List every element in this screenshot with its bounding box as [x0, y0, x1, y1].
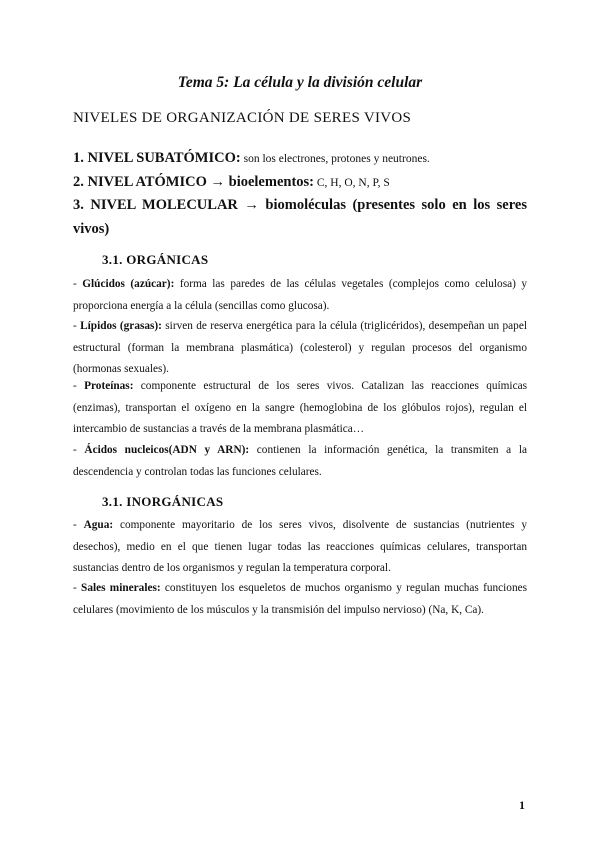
level-text: C, H, O, N, P, S	[314, 177, 390, 189]
subheading-inorganicas: 3.1. INORGÁNICAS	[102, 494, 224, 509]
item-label: Proteínas:	[84, 380, 134, 392]
item-text: componente mayoritario de los seres vivos, disolvente de sustancias (nutrientes y desechos), medio en el que tienen lugar todas las reacciones químicas celulares, transportan sustancias dentro de los organismos y regulan la temperatura corporal.	[73, 519, 527, 574]
item-text: forma las paredes de las células vegetales (complejos como celulosa) y proporciona energía a la célula (sencillas como glucosa).	[73, 278, 527, 312]
level-label: 1. NIVEL SUBATÓMICO:	[73, 150, 241, 166]
list-item-lipidos	[73, 316, 527, 381]
subheading-organicas: 3.1. ORGÁNICAS	[102, 252, 209, 267]
item-prefix: -	[73, 582, 82, 594]
section-heading: NIVELES DE ORGANIZACIÓN DE SERES VIVOS	[73, 110, 412, 126]
item-text: constituyen los esqueletos de muchos organismo y regulan muchas funciones celulares (movimiento de los músculos y la transmisión del impulso nervioso) (Na, K, Ca).	[73, 582, 528, 616]
item-label: Lípidos (grasas):	[80, 320, 162, 332]
item-label: Sales minerales:	[81, 582, 161, 594]
level-atomico	[73, 170, 527, 195]
item-prefix: -	[73, 278, 83, 290]
item-prefix: -	[73, 519, 84, 531]
item-prefix: -	[73, 380, 85, 392]
level-text: son los electrones, protones y neutrones.	[240, 153, 430, 165]
level-subatomico	[73, 146, 527, 171]
item-prefix: -	[73, 320, 81, 332]
level-label: 2. NIVEL ATÓMICO → bioelementos:	[73, 174, 314, 190]
item-label: Ácidos nucleicos(ADN y ARN):	[84, 444, 250, 456]
item-label: Glúcidos (azúcar):	[82, 278, 175, 290]
item-text: sirven de reserva energética para la célula (triglicéridos), desempeñan un papel estructural (forman la membrana plasmática) (colesterol) y regulan procesos del organismo (hormonas sexuales).	[73, 320, 527, 375]
list-item-agua	[73, 515, 527, 580]
page-number: 1	[519, 798, 525, 812]
level-molecular: 3. NIVEL MOLECULAR → biomoléculas (presentes solo en los seres vivos)	[73, 197, 527, 237]
item-prefix: -	[73, 444, 85, 456]
list-item-acidos-nucleicos	[73, 440, 527, 483]
list-item-sales-minerales	[73, 578, 527, 621]
item-label: Agua:	[83, 519, 114, 531]
list-item-proteinas	[73, 376, 527, 441]
item-text: componente estructural de los seres vivos. Catalizan las reacciones químicas (enzimas), transportan el oxígeno en la sangre (hemoglobina de los glóbulos rojos), regulan el intercambio de sustancias a través de la membrana plasmática…	[73, 380, 527, 435]
list-item-glucidos	[73, 274, 527, 317]
page-title: Tema 5: La célula y la división celular	[177, 74, 423, 91]
item-text: contienen la información genética, la transmiten a la descendencia y controlan todas las funciones celulares.	[73, 444, 527, 478]
